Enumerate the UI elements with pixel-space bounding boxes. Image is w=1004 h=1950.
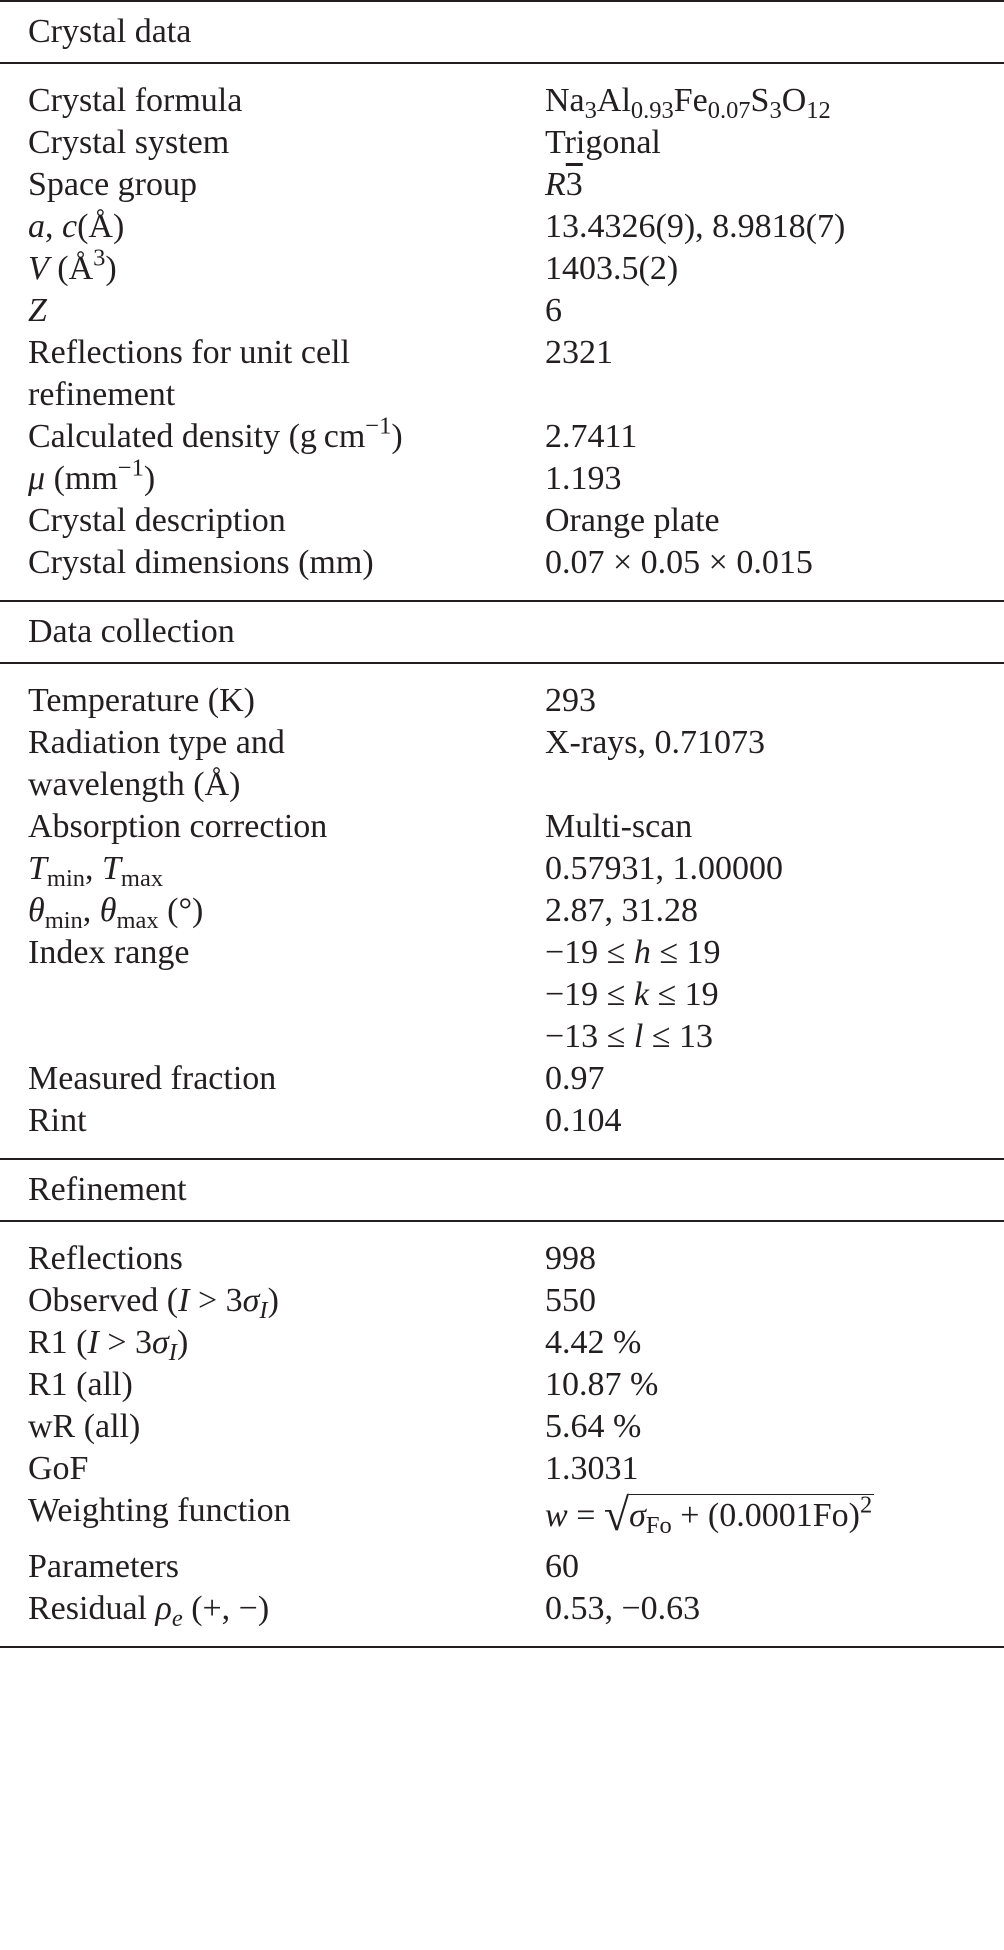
value-line: Trigonal [545, 124, 661, 161]
row-value [545, 206, 995, 248]
section-header-rule [0, 662, 1004, 664]
row-value [545, 416, 995, 458]
row-value [545, 542, 995, 584]
value-line: 0.97 [545, 1060, 605, 1097]
table-row [0, 454, 1004, 500]
table-row [0, 1406, 1004, 1448]
value-line: Multi-scan [545, 808, 693, 845]
row-label: Temperature (K) [28, 682, 255, 719]
value-line: 0.57931, 1.00000 [545, 850, 783, 887]
value-line: 13.4326(9), 8.9818(7) [545, 208, 846, 245]
row-label: Parameters [28, 1548, 180, 1585]
section-title: Data collection [28, 613, 235, 650]
row-value [545, 122, 995, 164]
row-value [545, 1588, 995, 1630]
section-header-rule [0, 62, 1004, 64]
value-line: 4.42 % [545, 1324, 642, 1361]
row-value [545, 890, 995, 932]
row-label: Reflections [28, 1240, 183, 1277]
value-line: −19 ≤ k ≤ 19 [545, 976, 719, 1013]
value-line: −19 ≤ h ≤ 19 [545, 934, 721, 971]
table-row [0, 722, 1004, 806]
table-row [0, 932, 1004, 1058]
table-row [0, 332, 1004, 416]
table-row [0, 1588, 1004, 1630]
row-label: Index range [28, 934, 190, 971]
row-label: Rint [28, 1102, 87, 1139]
table-row [0, 500, 1004, 542]
value-line: 5.64 % [545, 1408, 642, 1445]
table-row [0, 1058, 1004, 1100]
row-label: Z [28, 292, 47, 329]
table-row [0, 164, 1004, 206]
row-label: Measured fraction [28, 1060, 277, 1097]
row-value [545, 1100, 995, 1142]
row-label: Crystal description [28, 502, 286, 539]
row-value [545, 1489, 995, 1540]
row-label: μ $(mm^{-1})$ [28, 454, 156, 497]
table-row [0, 1238, 1004, 1280]
row-value [545, 932, 995, 1058]
row-value [545, 1058, 995, 1100]
row-label: Crystal formula [28, 82, 243, 119]
section-top-rule [0, 1158, 1004, 1160]
row-label: Calculated density (g $cm^{-1}$) [28, 412, 403, 455]
row-value [545, 1406, 995, 1448]
row-value [545, 500, 995, 542]
row-value [545, 1364, 995, 1406]
table-row [0, 1280, 1004, 1322]
table-row [0, 1448, 1004, 1490]
row-label: Crystal dimensions (mm) [28, 544, 374, 581]
table-row [0, 80, 1004, 122]
value-line: 293 [545, 682, 596, 719]
row-value [545, 848, 995, 890]
row-label: R1 $(I > 3\sigma_I)$ [28, 1324, 189, 1366]
row-value [545, 290, 995, 332]
row-value [545, 458, 995, 500]
table-row [0, 290, 1004, 332]
table-row [0, 542, 1004, 584]
row-value [545, 1322, 995, 1364]
row-label: Crystal system [28, 124, 230, 161]
value-line: 2.7411 [545, 418, 638, 455]
value-line: 60 [545, 1548, 579, 1585]
value-line: −13 ≤ l ≤ 13 [545, 1018, 713, 1055]
row-value [545, 332, 995, 374]
table-row [0, 890, 1004, 932]
table-row [0, 122, 1004, 164]
table-bottom-rule [0, 1646, 1004, 1648]
table-row [0, 806, 1004, 848]
value-line: 2321 [545, 334, 613, 371]
row-value [545, 164, 995, 206]
section-title: Crystal data [28, 13, 192, 50]
row-label: Residual $\rho_e$ (+, −) [28, 1590, 270, 1632]
row-label: $\theta_{min}$, $\theta_{max}$ (°) [28, 892, 204, 934]
value-line: 2.87, 31.28 [545, 892, 698, 929]
row-value [545, 1448, 995, 1490]
row-value [545, 80, 995, 122]
row-value [545, 806, 995, 848]
section-title: Refinement [28, 1171, 187, 1208]
value-line: $Na_3Al_{0.93}Fe_{0.07}S_3O_{12}$ [545, 82, 831, 124]
row-label: a, c(Å) [28, 208, 125, 245]
section-top-rule [0, 600, 1004, 602]
value-line: X-rays, 0.71073 [545, 724, 766, 761]
row-label: Observed $(I > 3\sigma_I)$ [28, 1282, 279, 1324]
value-line: 0.07 × 0.05 × 0.015 [545, 544, 813, 581]
value-line: 6 [545, 292, 562, 329]
value-line: 998 [545, 1240, 596, 1277]
table-row [0, 848, 1004, 890]
row-value [545, 248, 995, 290]
row-label: R1 (all) [28, 1366, 133, 1403]
table-row [0, 1364, 1004, 1406]
value-line: 550 [545, 1282, 596, 1319]
table-row [0, 1100, 1004, 1142]
table-row [0, 1322, 1004, 1364]
row-label: Space group [28, 166, 198, 203]
value-line: 1.193 [545, 460, 622, 497]
row-label: $T_{min}$, $T_{max}$ [28, 850, 164, 892]
value-line: 1403.5(2) [545, 250, 679, 287]
table-row [0, 1490, 1004, 1546]
table-row [0, 680, 1004, 722]
table-row [0, 412, 1004, 458]
row-label: Radiation type and wavelength (Å) [28, 724, 285, 803]
row-label: wR (all) [28, 1408, 141, 1445]
section-top-rule [0, 0, 1004, 2]
row-label: V $(Å^3)$ [28, 244, 117, 287]
value-line: $w = √\sigma_{Fo} + (0.0001Fo)^2$ [545, 1489, 873, 1540]
row-value [545, 1546, 995, 1588]
table-row [0, 1546, 1004, 1588]
value-line: 1.3031 [545, 1450, 639, 1487]
row-value [545, 1238, 995, 1280]
section-header-rule [0, 1220, 1004, 1222]
row-value [545, 680, 995, 722]
row-label: Absorption correction [28, 808, 328, 845]
row-value [545, 722, 995, 764]
value-line: R3 [545, 166, 583, 203]
table-row [0, 206, 1004, 248]
value-line: 10.87 % [545, 1366, 659, 1403]
table-row [0, 244, 1004, 290]
value-line: 0.53, −0.63 [545, 1590, 701, 1627]
row-label: Weighting function [28, 1492, 291, 1529]
value-line: Orange plate [545, 502, 720, 539]
row-value [545, 1280, 995, 1322]
value-line: 0.104 [545, 1102, 622, 1139]
row-label: GoF [28, 1450, 89, 1487]
row-label: Reflections for unit cell refinement [28, 334, 350, 413]
